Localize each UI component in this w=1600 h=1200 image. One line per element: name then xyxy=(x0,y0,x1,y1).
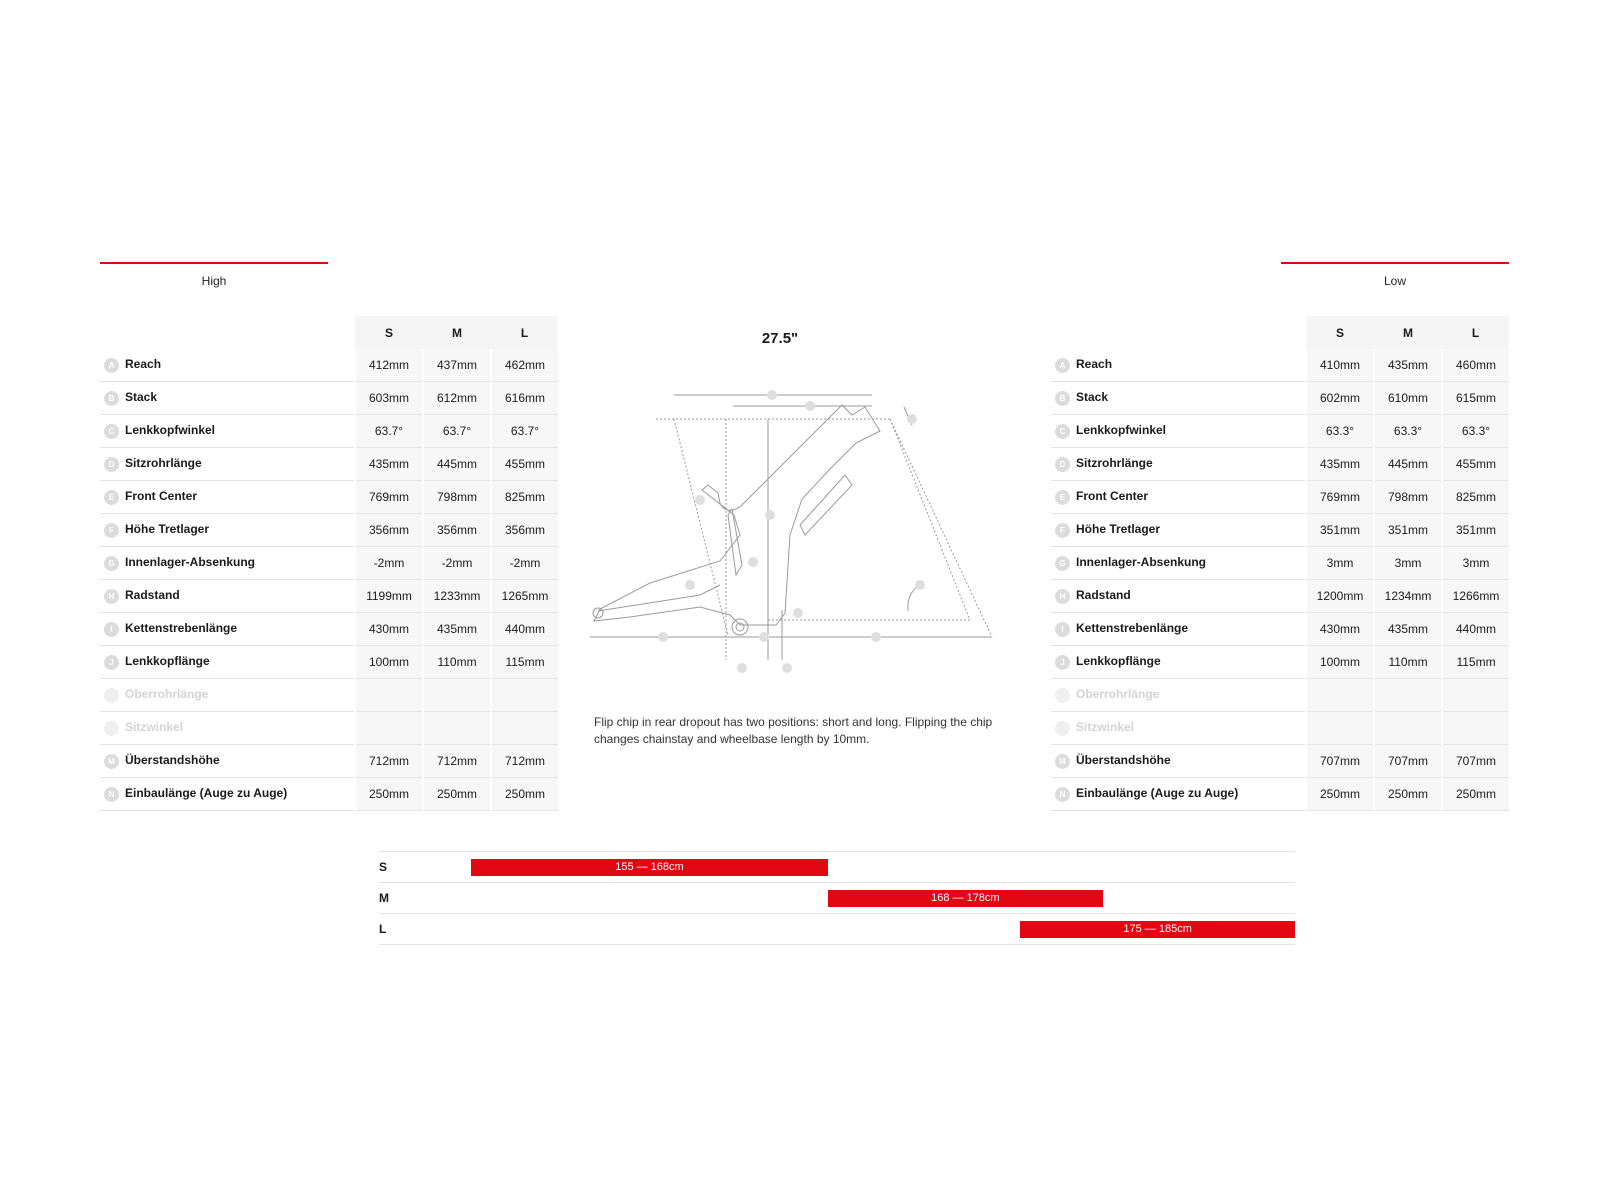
value-cell-s: 100mm xyxy=(1306,646,1374,679)
value-cell-l: 115mm xyxy=(1442,646,1509,679)
measurement-letter-badge: F xyxy=(104,523,119,538)
value-cell-s xyxy=(355,679,423,712)
table-row xyxy=(1051,745,1509,778)
value-cell-s: 100mm xyxy=(355,646,423,679)
value-cell-s: -2mm xyxy=(355,547,423,580)
measurement-name: Überstandshöhe xyxy=(1076,753,1171,768)
value-cell-l: 825mm xyxy=(1442,481,1509,514)
row-label xyxy=(1051,613,1306,646)
value-cell-l xyxy=(1442,712,1509,745)
table-row xyxy=(100,580,558,613)
table-row xyxy=(100,646,558,679)
table-row xyxy=(100,415,558,448)
value-cell-l: 1265mm xyxy=(491,580,558,613)
row-label xyxy=(100,679,355,712)
value-cell-l: 616mm xyxy=(491,382,558,415)
row-label xyxy=(100,745,355,778)
table-row xyxy=(100,547,558,580)
measurement-letter-badge: C xyxy=(1055,424,1070,439)
measurement-letter-badge: D xyxy=(104,457,119,472)
table-row xyxy=(100,778,558,811)
value-cell-l: 455mm xyxy=(491,448,558,481)
header-label-cell xyxy=(1051,316,1306,349)
value-cell-s: 435mm xyxy=(1306,448,1374,481)
value-cell-s: 603mm xyxy=(355,382,423,415)
value-cell-m: 356mm xyxy=(423,514,491,547)
row-label xyxy=(100,646,355,679)
column-header-l: L xyxy=(1442,316,1509,349)
row-label xyxy=(100,547,355,580)
measurement-name: Sitzrohrlänge xyxy=(1076,456,1153,471)
value-cell-s: 63.3° xyxy=(1306,415,1374,448)
table-row xyxy=(1051,415,1509,448)
table-row xyxy=(100,679,558,712)
measurement-name: Höhe Tretlager xyxy=(1076,522,1161,537)
value-cell-m: -2mm xyxy=(423,547,491,580)
row-label xyxy=(1051,349,1306,382)
table-row xyxy=(1051,481,1509,514)
value-cell-l: 115mm xyxy=(491,646,558,679)
value-cell-m: 712mm xyxy=(423,745,491,778)
value-cell-s: 769mm xyxy=(1306,481,1374,514)
value-cell-m: 1234mm xyxy=(1374,580,1442,613)
value-cell-l: 63.7° xyxy=(491,415,558,448)
measurement-letter-badge xyxy=(1055,688,1070,703)
value-cell-m xyxy=(1374,712,1442,745)
row-label xyxy=(1051,514,1306,547)
column-header-s: S xyxy=(1306,316,1374,349)
measurement-name: Oberrohrlänge xyxy=(125,687,209,702)
value-cell-l: 455mm xyxy=(1442,448,1509,481)
row-label xyxy=(100,415,355,448)
measurement-letter-badge: I xyxy=(104,622,119,637)
measurement-letter-badge: A xyxy=(104,358,119,373)
bike-geometry-diagram xyxy=(590,385,1020,685)
value-cell-m: 445mm xyxy=(423,448,491,481)
value-cell-m: 798mm xyxy=(423,481,491,514)
table-row xyxy=(1051,679,1509,712)
value-cell-m: 610mm xyxy=(1374,382,1442,415)
row-label xyxy=(1051,745,1306,778)
size-label: S xyxy=(379,860,388,874)
measurement-name: Radstand xyxy=(125,588,180,603)
measurement-name: Stack xyxy=(125,390,158,405)
value-cell-m: 445mm xyxy=(1374,448,1442,481)
value-cell-l: 356mm xyxy=(491,514,558,547)
value-cell-m: 110mm xyxy=(1374,646,1442,679)
measurement-name: Sitzwinkel xyxy=(125,720,184,735)
value-cell-m: 435mm xyxy=(423,613,491,646)
value-cell-l xyxy=(491,679,558,712)
measurement-name: Überstandshöhe xyxy=(125,753,220,768)
size-row xyxy=(379,913,1295,945)
flip-chip-note: Flip chip in rear dropout has two positions: short and long. Flipping the chip changes chainstay and wheelbase length by 10mm. xyxy=(594,715,993,746)
value-cell-l: 63.3° xyxy=(1442,415,1509,448)
row-label xyxy=(100,613,355,646)
row-label xyxy=(100,349,355,382)
row-label xyxy=(1051,415,1306,448)
table-row xyxy=(100,613,558,646)
measurement-name: Lenkkopfwinkel xyxy=(1076,423,1167,438)
value-cell-s: 412mm xyxy=(355,349,423,382)
tab-low[interactable]: Low xyxy=(1281,262,1509,298)
tab-high[interactable]: High xyxy=(100,262,328,298)
measurement-name: Lenkkopflänge xyxy=(125,654,210,669)
value-cell-m: 1233mm xyxy=(423,580,491,613)
value-cell-l: 440mm xyxy=(1442,613,1509,646)
value-cell-m xyxy=(423,679,491,712)
value-cell-s: 250mm xyxy=(355,778,423,811)
wheel-size-label: 27.5" xyxy=(761,330,799,347)
value-cell-s: 430mm xyxy=(1306,613,1374,646)
measurement-name: Innenlager-Absenkung xyxy=(1076,555,1207,570)
measurement-letter-badge: M xyxy=(104,754,119,769)
measurement-letter-badge: J xyxy=(1055,655,1070,670)
measurement-letter-badge: A xyxy=(1055,358,1070,373)
measurement-letter-badge: H xyxy=(104,589,119,604)
geometry-rows-low xyxy=(1051,349,1509,811)
value-cell-l: 250mm xyxy=(491,778,558,811)
geometry-rows-high xyxy=(100,349,558,811)
measurement-name: Lenkkopflänge xyxy=(1076,654,1161,669)
value-cell-l xyxy=(1442,679,1509,712)
value-cell-l: 462mm xyxy=(491,349,558,382)
value-cell-m: 435mm xyxy=(1374,349,1442,382)
value-cell-m: 3mm xyxy=(1374,547,1442,580)
row-label xyxy=(1051,448,1306,481)
measurement-letter-badge xyxy=(104,688,119,703)
value-cell-l: 707mm xyxy=(1442,745,1509,778)
row-label xyxy=(100,382,355,415)
table-row xyxy=(100,514,558,547)
value-cell-s: 712mm xyxy=(355,745,423,778)
measurement-name: Höhe Tretlager xyxy=(125,522,210,537)
row-label xyxy=(100,778,355,811)
size-row xyxy=(379,882,1295,913)
table-row xyxy=(1051,448,1509,481)
value-cell-m xyxy=(423,712,491,745)
measurement-name: Front Center xyxy=(1076,489,1148,504)
table-row xyxy=(1051,547,1509,580)
table-row xyxy=(100,382,558,415)
measurement-name: Lenkkopfwinkel xyxy=(125,423,216,438)
value-cell-s: 435mm xyxy=(355,448,423,481)
row-label xyxy=(1051,547,1306,580)
size-label: L xyxy=(379,922,387,936)
value-cell-m: 63.3° xyxy=(1374,415,1442,448)
measurement-letter-badge: M xyxy=(1055,754,1070,769)
measurement-letter-badge: G xyxy=(104,556,119,571)
value-cell-m: 110mm xyxy=(423,646,491,679)
value-cell-s xyxy=(355,712,423,745)
measurement-letter-badge: N xyxy=(1055,787,1070,802)
measurement-letter-badge: N xyxy=(104,787,119,802)
value-cell-l: 250mm xyxy=(1442,778,1509,811)
row-label xyxy=(100,514,355,547)
measurement-name: Front Center xyxy=(125,489,197,504)
measurement-name: Einbaulänge (Auge zu Auge) xyxy=(125,786,288,801)
value-cell-s: 707mm xyxy=(1306,745,1374,778)
value-cell-m: 707mm xyxy=(1374,745,1442,778)
value-cell-s: 351mm xyxy=(1306,514,1374,547)
table-row xyxy=(1051,646,1509,679)
column-header-m: M xyxy=(1374,316,1442,349)
value-cell-l: -2mm xyxy=(491,547,558,580)
size-row xyxy=(379,851,1295,882)
table-row xyxy=(1051,514,1509,547)
measurement-letter-badge: E xyxy=(1055,490,1070,505)
size-label: M xyxy=(379,891,389,905)
value-cell-m: 250mm xyxy=(1374,778,1442,811)
value-cell-s: 769mm xyxy=(355,481,423,514)
measurement-name: Reach xyxy=(1076,357,1113,372)
value-cell-s: 602mm xyxy=(1306,382,1374,415)
height-range-bar: 155 — 168cm xyxy=(471,859,828,876)
rider-size-chart xyxy=(379,851,1295,945)
value-cell-s: 1200mm xyxy=(1306,580,1374,613)
row-label xyxy=(1051,580,1306,613)
value-cell-l: 615mm xyxy=(1442,382,1509,415)
measurement-letter-badge: H xyxy=(1055,589,1070,604)
value-cell-l xyxy=(491,712,558,745)
value-cell-m: 250mm xyxy=(423,778,491,811)
value-cell-s xyxy=(1306,712,1374,745)
value-cell-l: 460mm xyxy=(1442,349,1509,382)
measurement-letter-badge xyxy=(1055,721,1070,736)
value-cell-m: 351mm xyxy=(1374,514,1442,547)
row-label xyxy=(1051,679,1306,712)
table-row xyxy=(1051,613,1509,646)
table-row xyxy=(100,745,558,778)
row-label xyxy=(1051,712,1306,745)
measurement-name: Innenlager-Absenkung xyxy=(125,555,256,570)
geometry-table-low xyxy=(1051,316,1509,811)
measurement-name: Stack xyxy=(1076,390,1109,405)
measurement-name: Radstand xyxy=(1076,588,1131,603)
value-cell-s: 250mm xyxy=(1306,778,1374,811)
measurement-letter-badge: F xyxy=(1055,523,1070,538)
measurement-letter-badge: B xyxy=(104,391,119,406)
row-label xyxy=(1051,778,1306,811)
measurement-letter-badge: G xyxy=(1055,556,1070,571)
measurement-letter-badge: J xyxy=(104,655,119,670)
value-cell-m: 798mm xyxy=(1374,481,1442,514)
measurement-name: Kettenstrebenlänge xyxy=(1076,621,1189,636)
value-cell-l: 1266mm xyxy=(1442,580,1509,613)
height-range-bar: 175 — 185cm xyxy=(1020,921,1295,938)
value-cell-s: 63.7° xyxy=(355,415,423,448)
value-cell-m: 437mm xyxy=(423,349,491,382)
row-label xyxy=(100,448,355,481)
measurement-letter-badge: B xyxy=(1055,391,1070,406)
table-row xyxy=(1051,349,1509,382)
table-row xyxy=(100,448,558,481)
geometry-table-high xyxy=(100,316,558,811)
table-row xyxy=(100,712,558,745)
header-label-cell xyxy=(100,316,355,349)
value-cell-m xyxy=(1374,679,1442,712)
table-row xyxy=(100,349,558,382)
value-cell-l: 351mm xyxy=(1442,514,1509,547)
measurement-letter-badge: D xyxy=(1055,457,1070,472)
column-header-s: S xyxy=(355,316,423,349)
table-row xyxy=(100,481,558,514)
column-header-m: M xyxy=(423,316,491,349)
measurement-name: Sitzwinkel xyxy=(1076,720,1135,735)
row-label xyxy=(1051,481,1306,514)
value-cell-l: 825mm xyxy=(491,481,558,514)
value-cell-s xyxy=(1306,679,1374,712)
value-cell-s: 430mm xyxy=(355,613,423,646)
value-cell-l: 712mm xyxy=(491,745,558,778)
measurement-name: Oberrohrlänge xyxy=(1076,687,1160,702)
value-cell-l: 3mm xyxy=(1442,547,1509,580)
table-row xyxy=(1051,382,1509,415)
measurement-name: Einbaulänge (Auge zu Auge) xyxy=(1076,786,1239,801)
measurement-name: Sitzrohrlänge xyxy=(125,456,202,471)
row-label xyxy=(100,712,355,745)
measurement-letter-badge: I xyxy=(1055,622,1070,637)
row-label xyxy=(100,580,355,613)
value-cell-s: 356mm xyxy=(355,514,423,547)
height-range-bar: 168 — 178cm xyxy=(828,890,1103,907)
value-cell-s: 410mm xyxy=(1306,349,1374,382)
measurement-letter-badge: C xyxy=(104,424,119,439)
column-header-l: L xyxy=(491,316,558,349)
value-cell-s: 3mm xyxy=(1306,547,1374,580)
row-label xyxy=(1051,646,1306,679)
measurement-letter-badge xyxy=(104,721,119,736)
table-row xyxy=(1051,712,1509,745)
measurement-letter-badge: E xyxy=(104,490,119,505)
row-label xyxy=(1051,382,1306,415)
value-cell-m: 63.7° xyxy=(423,415,491,448)
table-row xyxy=(1051,778,1509,811)
measurement-name: Reach xyxy=(125,357,162,372)
value-cell-m: 435mm xyxy=(1374,613,1442,646)
value-cell-m: 612mm xyxy=(423,382,491,415)
row-label xyxy=(100,481,355,514)
table-row xyxy=(1051,580,1509,613)
value-cell-s: 1199mm xyxy=(355,580,423,613)
measurement-name: Kettenstrebenlänge xyxy=(125,621,238,636)
value-cell-l: 440mm xyxy=(491,613,558,646)
